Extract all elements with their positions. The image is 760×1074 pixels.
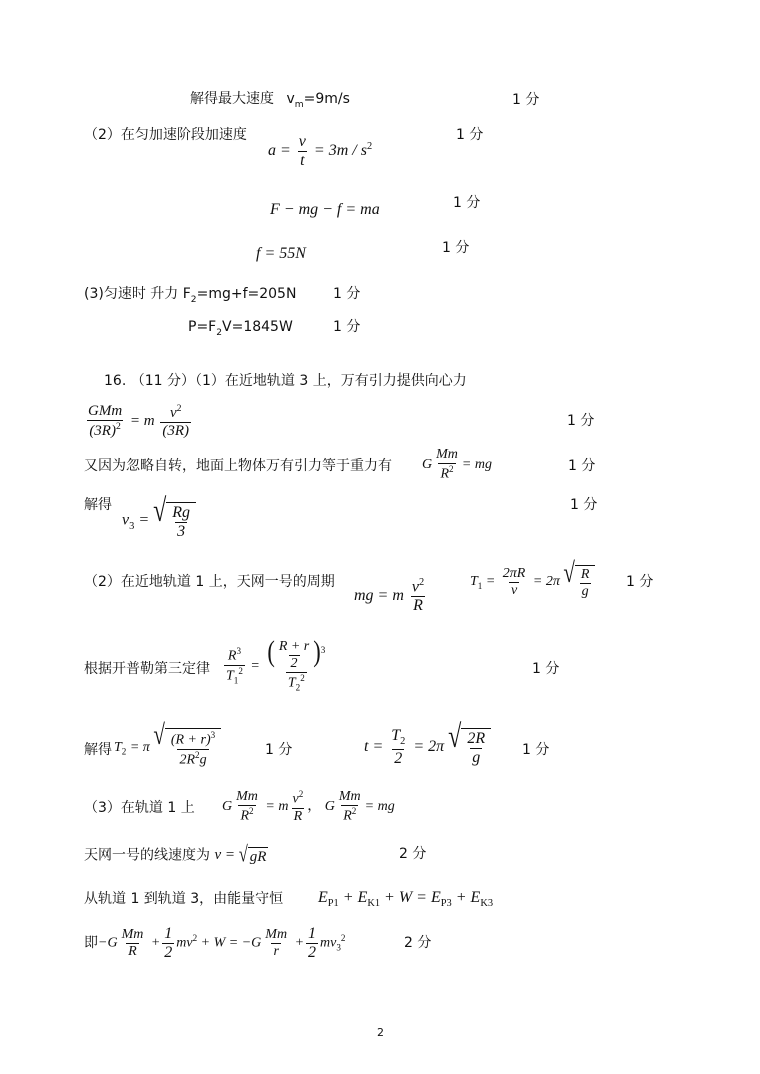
num: Mm	[236, 789, 258, 804]
den: 2	[394, 749, 403, 767]
den: R	[413, 597, 423, 615]
sqrt	[153, 494, 196, 540]
G: G	[222, 799, 233, 815]
num: R + r	[278, 639, 310, 654]
fraction	[579, 568, 592, 599]
label-solve: 解得	[84, 497, 112, 513]
exp: 2	[176, 403, 182, 414]
score: 1 分	[567, 413, 595, 429]
score: 1 分	[442, 240, 470, 256]
fraction	[501, 567, 528, 598]
label-solve-2: 解得	[84, 742, 112, 758]
exp: 2	[449, 464, 454, 474]
sub: 3	[336, 942, 341, 953]
score: 1 分	[626, 574, 654, 590]
text: 天网一号的线速度为	[84, 847, 210, 864]
exp: 2	[298, 789, 304, 799]
exp: 2	[115, 421, 121, 432]
formula-friction: f = 55N	[256, 245, 306, 262]
score: 1 分	[333, 319, 361, 335]
score: 1 分	[532, 661, 560, 677]
den: g	[472, 749, 481, 767]
plus: +	[294, 935, 305, 951]
text: P=F	[188, 319, 217, 335]
fraction	[169, 731, 217, 767]
sqrt	[563, 556, 595, 599]
num: 2πR	[502, 565, 526, 581]
formula-t2	[114, 718, 221, 768]
fraction	[434, 448, 460, 482]
formula-energy: $E_{P1} + E_{K1} + W = E_{P3} + E_{K3}$	[318, 889, 494, 910]
den	[177, 749, 208, 768]
R: R	[343, 808, 352, 824]
den	[224, 665, 245, 686]
fraction	[297, 134, 308, 169]
fraction-half	[162, 926, 174, 961]
var-a: a	[268, 142, 276, 160]
num	[265, 634, 327, 672]
score: 1 分	[522, 742, 550, 758]
var-v: v	[286, 91, 295, 107]
formula-gm	[422, 448, 492, 482]
den: v	[510, 582, 518, 598]
num: Mm	[265, 927, 288, 942]
exp: 3	[236, 646, 241, 657]
exp: 2	[192, 933, 198, 944]
value: =9m/s	[303, 91, 350, 107]
T: T	[226, 668, 234, 684]
mv: mv	[320, 935, 337, 951]
fraction	[120, 928, 146, 959]
exp: 2	[340, 933, 346, 944]
score: 1 分	[456, 127, 484, 143]
num: Rg	[172, 504, 191, 521]
sub: 2	[400, 736, 406, 748]
exp: 3	[320, 645, 326, 656]
eq: =	[250, 658, 260, 674]
question-16-heading: 16. （11 分）（1）在近地轨道 3 上，万有引力提供向心力	[104, 373, 467, 389]
eq: = π	[129, 739, 150, 755]
v: v =	[214, 847, 235, 864]
sub: 1	[233, 675, 239, 686]
formula-newton: F − mg − f = ma	[270, 201, 380, 218]
R: R	[227, 648, 237, 664]
radical-icon: √	[238, 841, 248, 867]
den	[341, 805, 358, 824]
score: 1 分	[333, 286, 361, 302]
score: 1 分	[453, 195, 481, 211]
eq: = m	[265, 799, 289, 815]
sqrt-body: gR	[249, 849, 267, 865]
formula-v	[214, 841, 268, 867]
inner-fraction	[277, 640, 311, 671]
T: T	[470, 574, 478, 590]
sqrt-body	[165, 728, 221, 767]
exp: 2	[419, 577, 425, 588]
mid: = 2π	[532, 574, 560, 590]
exp: 2	[195, 749, 200, 760]
page-number: 2	[377, 1026, 384, 1039]
lhs: mg = m	[354, 586, 404, 604]
num	[226, 647, 243, 665]
num: GMm	[88, 403, 123, 419]
num: 2R	[467, 730, 486, 748]
sub: 2	[190, 294, 197, 305]
G: G	[324, 799, 335, 815]
exp: 2	[366, 140, 373, 152]
exp: 2	[351, 806, 357, 816]
den	[286, 672, 307, 693]
exp: 2	[238, 665, 243, 676]
line-power	[188, 320, 293, 338]
num	[389, 728, 407, 749]
num	[169, 731, 217, 749]
fraction	[170, 505, 192, 540]
formula-energy-full	[98, 926, 345, 961]
sub: 1	[477, 581, 483, 592]
radical-icon: √	[448, 720, 462, 756]
exp: 2	[249, 806, 254, 816]
den: R	[128, 944, 137, 959]
den	[87, 420, 123, 439]
v: v	[292, 791, 299, 807]
num-text: (R + r)	[170, 732, 211, 748]
sqrt	[238, 841, 269, 867]
fraction	[389, 728, 407, 767]
den: t	[300, 152, 305, 169]
score: 2 分	[399, 846, 427, 862]
radical-icon: √	[563, 556, 575, 589]
value: V=1845W	[222, 319, 293, 335]
plus: +	[150, 935, 161, 951]
den: r	[273, 944, 279, 959]
line-period: （2）在近地轨道 1 上，天网一号的周期	[84, 574, 335, 590]
fraction	[263, 928, 289, 959]
T: T	[287, 675, 296, 691]
num: R	[580, 567, 590, 582]
formula	[286, 91, 350, 110]
exp: 2	[300, 673, 305, 683]
fraction	[234, 790, 260, 824]
line-gravity-equals-weight: 又因为忽略自转，地面上物体万有引力等于重力有	[84, 458, 392, 474]
sub: 3	[129, 520, 135, 532]
mv: mv	[176, 935, 193, 951]
T: T	[391, 727, 401, 744]
label-ji: 即	[84, 935, 98, 951]
neg-G: −G	[98, 935, 118, 951]
line-linear-velocity	[84, 841, 268, 867]
den: 2	[290, 656, 298, 671]
num: 1	[308, 925, 317, 942]
fraction	[465, 731, 487, 766]
num: 1	[164, 925, 173, 942]
eq: =	[138, 511, 150, 529]
num	[168, 404, 184, 422]
sub: 2	[295, 682, 301, 693]
formula-t	[364, 720, 491, 767]
sqrt-body	[461, 728, 491, 766]
formula-v3	[122, 494, 196, 540]
radical-icon: √	[153, 494, 167, 530]
sub: 2	[216, 327, 223, 338]
line-max-speed	[190, 92, 350, 110]
fraction	[337, 790, 363, 824]
formula-t1	[470, 556, 595, 599]
sqrt	[153, 718, 221, 768]
fraction-right	[265, 634, 327, 693]
g: g	[199, 752, 207, 768]
num	[290, 790, 305, 808]
den: 3	[177, 523, 186, 540]
fraction-velocity	[160, 404, 191, 439]
formula-centripetal	[84, 404, 193, 439]
num: v	[298, 133, 306, 150]
score: 1 分	[512, 92, 540, 108]
den: 2	[308, 944, 317, 961]
fraction	[410, 578, 426, 614]
rhs: = mg	[364, 799, 395, 815]
den: g	[581, 584, 589, 599]
v: v	[411, 578, 420, 596]
fraction-left	[224, 647, 245, 685]
paren-left: (	[267, 634, 275, 668]
formula-mg-mv2	[354, 578, 428, 614]
R: R	[240, 808, 250, 824]
line-kepler: 根据开普勒第三定律	[84, 661, 210, 677]
den: R	[293, 808, 303, 824]
den	[438, 463, 455, 482]
v: v	[169, 405, 177, 421]
eq: = m	[129, 412, 155, 429]
line-energy-conservation: 从轨道 1 到轨道 3，由能量守恒	[84, 891, 284, 907]
den-text: R	[440, 466, 450, 482]
line-orbit-1: （3）在轨道 1 上	[84, 800, 195, 816]
score: 1 分	[568, 458, 596, 474]
den	[238, 805, 255, 824]
sqrt-body	[575, 565, 596, 599]
value: =mg+f=205N	[196, 286, 297, 302]
fraction-gravity	[86, 404, 124, 439]
sub-m: m	[294, 99, 304, 110]
v: v	[122, 511, 130, 529]
den: (3R)	[162, 423, 190, 439]
sqrt	[448, 720, 491, 767]
formula-orbit-1	[222, 790, 395, 824]
line-lift	[84, 287, 296, 305]
den-text: 2R	[179, 752, 196, 768]
G: G	[422, 457, 433, 473]
num: Mm	[436, 447, 458, 462]
paren-right: )	[313, 634, 321, 668]
fraction-half	[306, 926, 318, 961]
score: 1 分	[570, 497, 598, 513]
line-acceleration-label: （2）在匀加速阶段加速度	[84, 127, 247, 143]
t: t =	[364, 737, 384, 755]
text: 解得最大速度	[190, 91, 274, 107]
den: 2	[164, 944, 173, 961]
text: (3)匀速时 升力 F	[84, 286, 191, 302]
sub: 2	[121, 746, 127, 757]
num: Mm	[121, 927, 144, 942]
eq: =	[485, 574, 496, 590]
radical-icon: √	[153, 718, 165, 751]
num: Mm	[338, 789, 361, 804]
score: 1 分	[265, 742, 293, 758]
T: T	[114, 739, 122, 755]
mid: = 2π	[413, 737, 445, 755]
mid: + W = −G	[200, 935, 262, 951]
result: = 3m / s	[313, 142, 367, 160]
score: 2 分	[404, 935, 432, 951]
num	[410, 578, 426, 596]
formula-kepler	[222, 634, 329, 693]
comma: ，	[307, 799, 322, 815]
rhs: = mg	[461, 457, 492, 473]
formula-acceleration: a = $\frac{v}{t}$ = $3m / s^2$	[268, 133, 373, 169]
fraction	[290, 790, 305, 824]
exp: 3	[210, 730, 216, 740]
den-text: (3R)	[89, 423, 116, 439]
sqrt-body	[166, 502, 196, 540]
